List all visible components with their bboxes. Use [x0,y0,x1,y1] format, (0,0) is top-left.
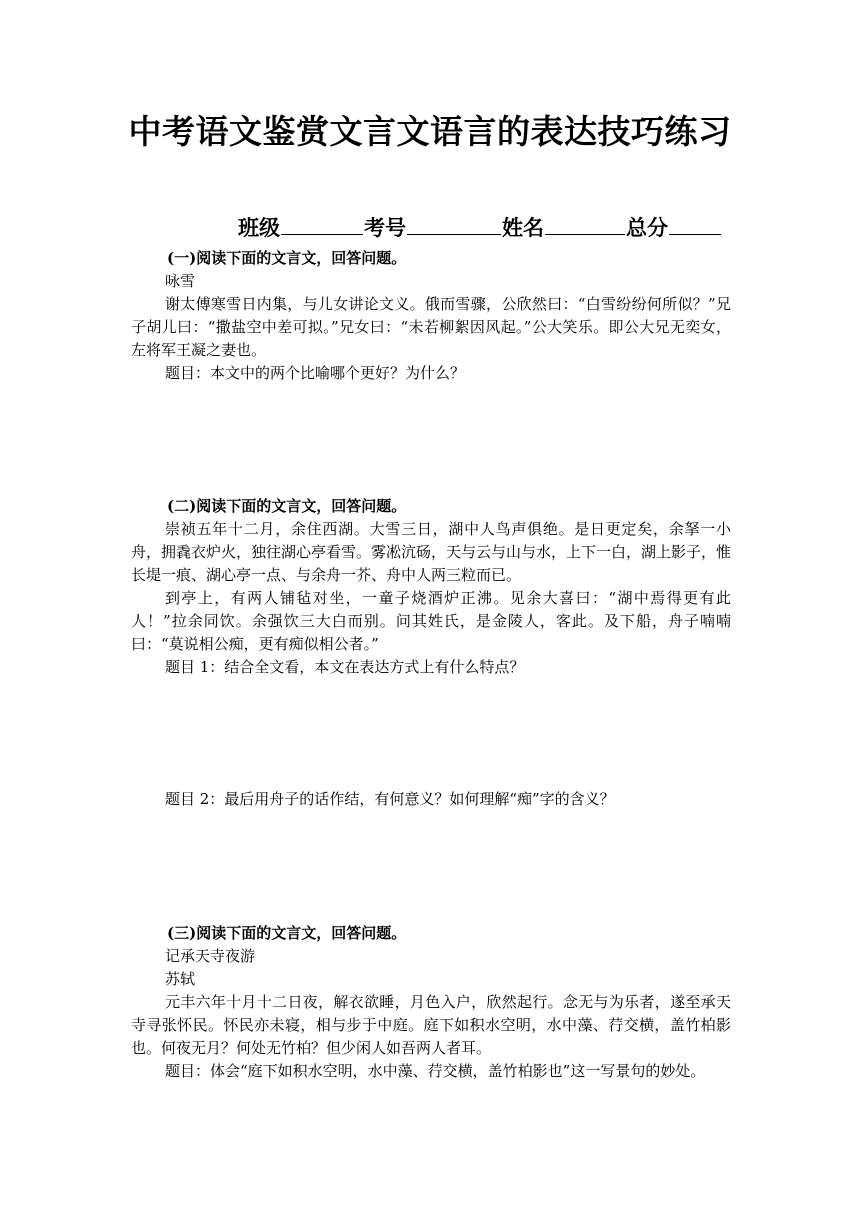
student-info-line [238,212,722,243]
section-2-para-1: 崇祯五年十二月，余住西湖。大雪三日，湖中人鸟声俱绝。是日更定矣，余拏一小舟，拥毳衣炉火，独往湖心亭看雪。雾凇沆砀，天与云与山与水，上下一白，湖上影子，惟长堤一痕、湖心亭一点、与余舟一芥、舟中人两三粒而已。 [131,520,732,584]
section-2-question-2-block [131,788,731,811]
section-3-author: 苏轼 [165,970,196,988]
score-blank [669,212,721,235]
exam-no-label: 考号 [364,216,406,240]
section-2-heading: (二)阅读下面的文言文，回答问题。 [167,497,407,515]
section-1-heading: (一)阅读下面的文言文，回答问题。 [167,249,407,267]
class-label: 班级 [238,216,280,240]
section-1-text-title: 咏雪 [165,272,196,290]
section-3-text-title: 记承天寺夜游 [165,947,256,965]
section-1-question: 题目：本文中的两个比喻哪个更好？为什么？ [165,364,466,382]
section-3 [131,922,731,1083]
class-blank [281,212,363,235]
section-2-para-2: 到亭上，有两人铺毡对坐，一童子烧酒炉正沸。见余大喜曰：“湖中焉得更有此人！”拉余同饮。余强饮三大白而别。问其姓氏，是金陵人，客此。及下船，舟子喃喃曰：“莫说相公痴，更有痴似相公者。” [131,589,731,653]
name-blank [545,212,625,235]
section-2-question-1: 题目 1：结合全文看，本文在表达方式上有什么特点？ [165,658,525,676]
exam-no-blank [407,212,501,235]
section-1 [131,247,731,385]
name-label: 姓名 [502,216,544,240]
section-3-passage: 元丰六年十月十二日夜，解衣欲睡，月色入户，欣然起行。念无与为乐者，遂至承天寺寻张怀民。怀民亦未寝，相与步于中庭。庭下如积水空明，水中藻、荇交横，盖竹柏影也。何夜无月？何处无竹柏？但少闲人如吾两人者耳。 [131,993,731,1057]
section-1-passage: 谢太傅寒雪日内集，与儿女讲论文义。俄而雪骤，公欣然曰：“白雪纷纷何所似？”兄子胡儿曰：“撒盐空中差可拟。”兄女曰：“未若柳絮因风起。”公大笑乐。即公大兄无奕女，左将军王凝之妻也。 [131,295,731,359]
page-title: 中考语文鉴赏文言文语言的表达技巧练习 [128,112,732,151]
score-label: 总分 [626,216,668,240]
section-3-heading: (三)阅读下面的文言文，回答问题。 [167,924,407,942]
section-3-question: 题目：体会“庭下如积水空明，水中藻、荇交横，盖竹柏影也”这一写景句的妙处。 [165,1062,706,1080]
section-2 [131,495,731,679]
section-2-question-2: 题目 2：最后用舟子的话作结，有何意义？如何理解“痴”字的含义？ [165,790,615,808]
